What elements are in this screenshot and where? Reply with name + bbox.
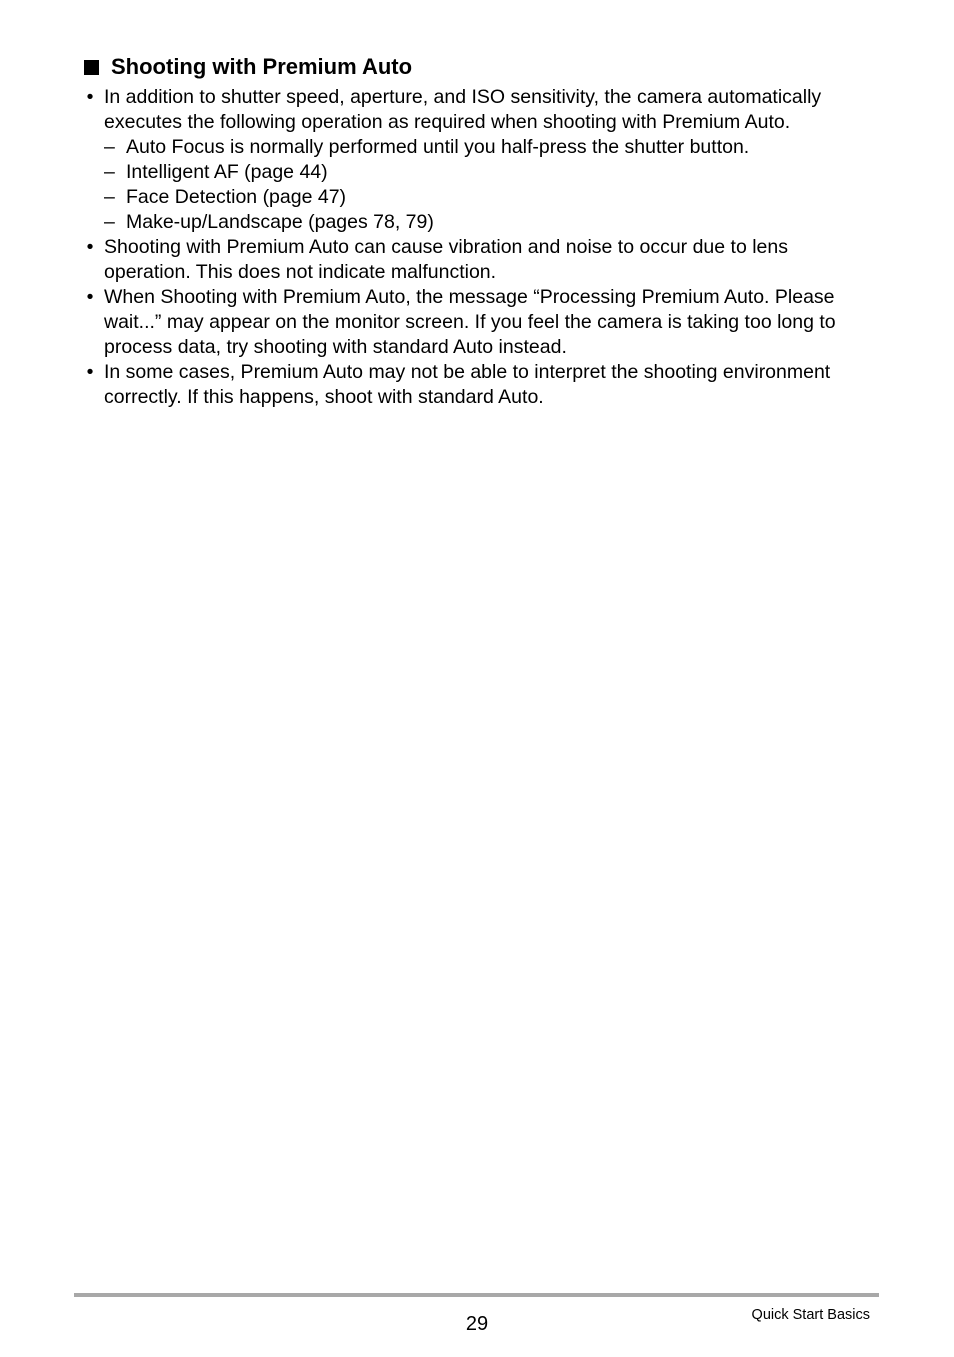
bullet-text: When Shooting with Premium Auto, the message “Processing Premium Auto. Please wait...” may appear on the monitor screen. If you feel the camera is taking too long to process data, try shooting with standard Auto instead. <box>104 286 836 358</box>
bullet-dot-icon: • <box>86 86 94 108</box>
section-heading <box>84 53 412 81</box>
bullet-dot-icon: • <box>86 361 94 383</box>
bullet-item <box>84 285 874 360</box>
dash-icon: – <box>104 136 115 158</box>
footer-divider <box>74 1293 879 1297</box>
square-bullet-icon <box>84 60 99 75</box>
sub-item-text: Auto Focus is normally performed until you half-press the shutter button. <box>126 136 750 158</box>
bullet-list <box>84 85 874 410</box>
dash-icon: – <box>104 186 115 208</box>
section-title: Shooting with Premium Auto <box>111 54 413 79</box>
bullet-dot-icon: • <box>86 236 94 258</box>
bullet-item <box>84 85 874 235</box>
footer-section-name: Quick Start Basics <box>751 1307 870 1323</box>
sub-item-text: Make-up/Landscape (pages 78, 79) <box>126 211 434 233</box>
sub-list-item <box>104 185 874 210</box>
sub-list-item <box>104 135 874 160</box>
page-number: 29 <box>465 1313 489 1335</box>
bullet-item <box>84 360 874 410</box>
sub-list <box>104 135 874 235</box>
bullet-text: In some cases, Premium Auto may not be able to interpret the shooting environment correctly. If this happens, shoot with standard Auto. <box>104 361 831 408</box>
bullet-dot-icon: • <box>86 286 94 308</box>
sub-list-item <box>104 160 874 185</box>
dash-icon: – <box>104 211 115 233</box>
bullet-text: In addition to shutter speed, aperture, and ISO sensitivity, the camera automatically executes the following operation as required when shooting with Premium Auto. <box>104 86 822 133</box>
bullet-item <box>84 235 874 285</box>
sub-item-text: Face Detection (page 47) <box>126 186 347 208</box>
bullet-text: Shooting with Premium Auto can cause vibration and noise to occur due to lens operation. This does not indicate malfunction. <box>104 236 788 283</box>
sub-list-item <box>104 210 874 235</box>
sub-item-text: Intelligent AF (page 44) <box>126 161 328 183</box>
dash-icon: – <box>104 161 115 183</box>
